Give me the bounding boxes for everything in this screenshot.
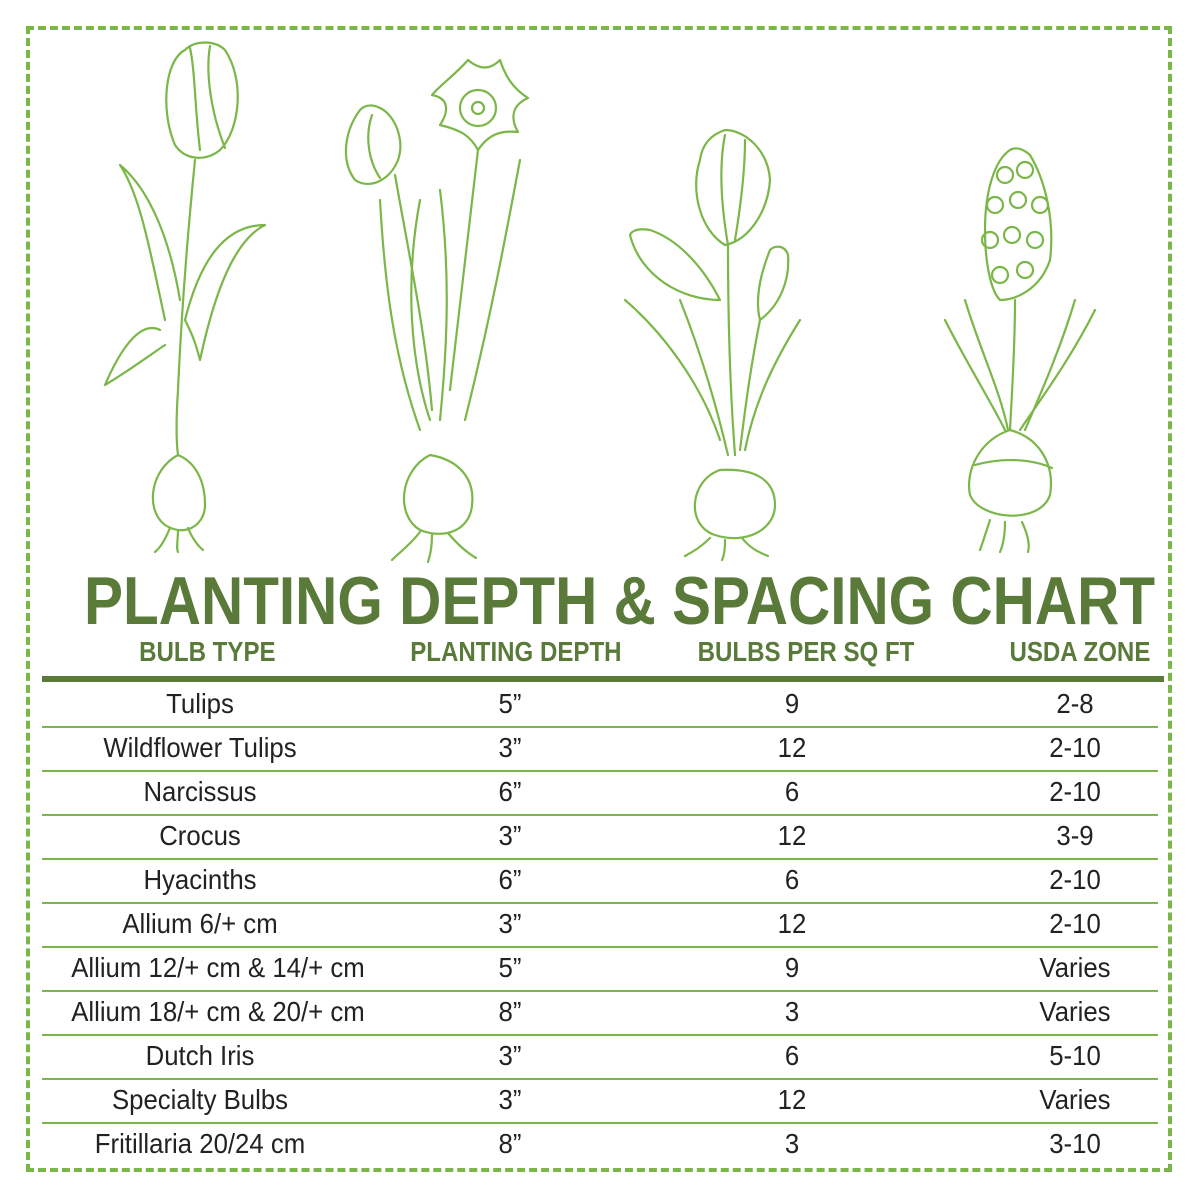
cell-bulb-type: Allium 12/+ cm & 14/+ cm [71,952,365,983]
cell-zone: 3-9 [1056,820,1094,851]
cell-per-sq-ft: 12 [777,1084,807,1115]
crocus-icon [625,130,800,560]
cell-zone: 3-10 [1049,1128,1101,1159]
table-row [0,992,1200,1036]
cell-per-sq-ft: 3 [784,996,800,1027]
hyacinth-icon [945,148,1095,552]
cell-zone: 2-10 [1049,732,1101,763]
table-row [0,948,1200,992]
cell-depth: 3” [498,908,522,939]
table-row [0,816,1200,860]
cell-zone: 2-10 [1049,908,1101,939]
cell-zone: 2-8 [1056,688,1094,719]
header-divider [42,676,1164,682]
table-row [0,772,1200,816]
cell-per-sq-ft: 3 [784,1128,800,1159]
cell-depth: 8” [498,1128,522,1159]
cell-per-sq-ft: 12 [777,732,807,763]
cell-per-sq-ft: 6 [784,776,800,807]
cell-per-sq-ft: 9 [784,688,800,719]
cell-bulb-type: Narcissus [143,776,257,807]
cell-bulb-type: Dutch Iris [145,1040,255,1071]
cell-depth: 8” [498,996,522,1027]
cell-bulb-type: Hyacinths [143,864,257,895]
cell-zone: 2-10 [1049,776,1101,807]
table-row [0,1036,1200,1080]
header-planting-depth: PLANTING DEPTH [410,636,622,667]
flower-illustrations [0,0,1200,570]
cell-bulb-type: Allium 18/+ cm & 20/+ cm [71,996,365,1027]
header-usda-zone: USDA ZONE [1009,636,1151,667]
cell-zone: Varies [1039,1084,1111,1115]
cell-bulb-type: Wildflower Tulips [103,732,297,763]
cell-per-sq-ft: 12 [777,820,807,851]
cell-depth: 3” [498,732,522,763]
table-row [0,684,1200,728]
cell-zone: 5-10 [1049,1040,1101,1071]
cell-depth: 6” [498,864,522,895]
cell-per-sq-ft: 6 [784,864,800,895]
cell-depth: 3” [498,820,522,851]
table-row [0,860,1200,904]
table-row [0,728,1200,772]
table-row [0,904,1200,948]
cell-depth: 6” [498,776,522,807]
cell-depth: 3” [498,1084,522,1115]
cell-depth: 5” [498,688,522,719]
cell-per-sq-ft: 9 [784,952,800,983]
cell-bulb-type: Specialty Bulbs [111,1084,289,1115]
cell-zone: Varies [1039,996,1111,1027]
header-bulb-type: BULB TYPE [139,636,276,667]
page-title: PLANTING DEPTH & SPACING CHART [84,563,1156,639]
cell-bulb-type: Crocus [159,820,241,851]
tulip-icon [105,43,265,553]
table-row [0,1124,1200,1168]
cell-per-sq-ft: 6 [784,1040,800,1071]
narcissus-icon [346,60,528,562]
cell-bulb-type: Allium 6/+ cm [122,908,278,939]
cell-zone: Varies [1039,952,1111,983]
header-bulbs-per-sq-ft: BULBS PER SQ FT [697,636,915,667]
cell-zone: 2-10 [1049,864,1101,895]
cell-bulb-type: Tulips [166,688,234,719]
cell-depth: 3” [498,1040,522,1071]
table-header [0,636,1200,676]
cell-per-sq-ft: 12 [777,908,807,939]
cell-depth: 5” [498,952,522,983]
cell-bulb-type: Fritillaria 20/24 cm [94,1128,306,1159]
table-row [0,1080,1200,1124]
